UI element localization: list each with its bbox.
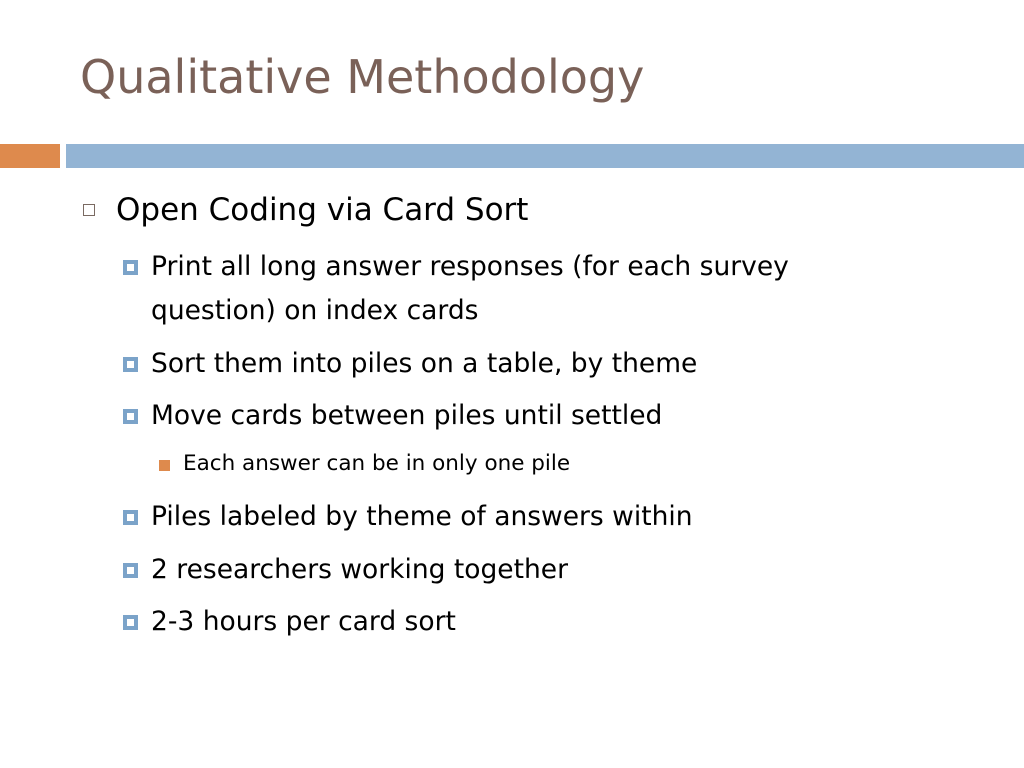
orange-square-bullet-icon bbox=[159, 460, 170, 471]
bullet-sub-3: Move cards between piles until settled bbox=[151, 400, 663, 431]
square-bullet-icon bbox=[123, 615, 138, 630]
bullet-sub-5: 2 researchers working together bbox=[151, 554, 568, 585]
bullet-main: Open Coding via Card Sort bbox=[116, 192, 529, 228]
bullet-sub-6: 2-3 hours per card sort bbox=[151, 606, 456, 637]
bullet-sub-1: Print all long answer responses (for each survey question) on index cards bbox=[151, 251, 789, 326]
slide-title: Qualitative Methodology bbox=[80, 50, 645, 104]
square-bullet-icon bbox=[123, 510, 138, 525]
square-bullet-icon bbox=[123, 563, 138, 578]
square-bullet-icon bbox=[123, 260, 138, 275]
square-outline-bullet-icon bbox=[83, 204, 95, 216]
bullet-sub-2: Sort them into piles on a table, by theme bbox=[151, 348, 698, 379]
square-bullet-icon bbox=[123, 357, 138, 372]
bullet-subsub-1: Each answer can be in only one pile bbox=[183, 451, 571, 476]
square-bullet-icon bbox=[123, 409, 138, 424]
bullet-sub-4: Piles labeled by theme of answers within bbox=[151, 501, 693, 532]
